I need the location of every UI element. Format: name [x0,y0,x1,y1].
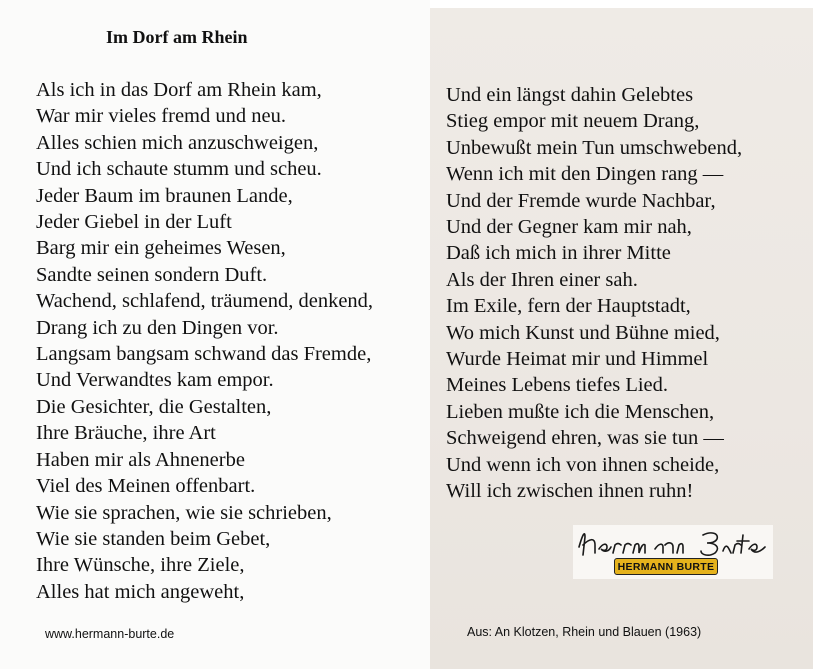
poem-line: Unbewußt mein Tun umschwebend, [446,136,743,159]
poem-line: Meines Lebens tiefes Lied. [446,374,669,397]
poem-line: Wachend, schlafend, träumend, denkend, [36,290,374,313]
poem-line: Alles schien mich anzuschweigen, [36,131,319,154]
source-citation: Aus: An Klotzen, Rhein und Blauen (1963) [467,625,702,639]
poem-line: Und ein längst dahin Gelebtes [446,84,694,106]
poem-line: Als ich in das Dorf am Rhein kam, [36,79,322,101]
website-url: www.hermann-burte.de [45,627,175,641]
poem-right-column [446,82,742,505]
poem-line: Barg mir ein geheimes Wesen, [36,237,286,260]
poem-line: Wie sie standen beim Gebet, [36,527,271,550]
poem-line: Haben mir als Ahnenerbe [36,448,245,471]
poem-line: Als der Ihren einer sah. [446,268,638,291]
poem-line: Und Verwandtes kam empor. [36,369,274,392]
poem-line: Und ich schaute stumm und scheu. [36,158,322,181]
poem-line: Langsam bangsam schwand das Fremde, [36,343,372,366]
poem-line: Wenn ich mit den Dingen rang — [446,163,724,186]
poem-line: Sandte seinen sondern Duft. [36,263,268,286]
poem-line: Ihre Bräuche, ihre Art [36,422,216,445]
name-plate: HERMANN BURTE [614,558,718,575]
poem-line: Will ich zwischen ihnen ruhn! [446,480,694,503]
poem-left-column [36,77,373,605]
poem-line: Drang ich zu den Dingen vor. [36,316,279,339]
poem-title: Im Dorf am Rhein [106,27,248,47]
poem-line: Viel des Meinen offenbart. [36,475,256,498]
poem-line: Jeder Giebel in der Luft [36,211,232,234]
poem-line: Daß ich mich in ihrer Mitte [446,242,671,265]
poem-line: Wo mich Kunst und Bühne mied, [446,321,720,344]
poem-line: Jeder Baum im braunen Lande, [36,184,293,207]
poem-line: Stieg empor mit neuem Drang, [446,110,700,133]
poem-line: Und der Gegner kam mir nah, [446,216,692,239]
poem-line: Lieben mußte ich die Menschen, [446,400,715,423]
poem-line: Im Exile, fern der Hauptstadt, [446,295,691,318]
poem-line: Und wenn ich von ihnen scheide, [446,453,720,476]
poem-line: Schweigend ehren, was sie tun — [446,427,724,450]
poem-line: War mir vieles fremd und neu. [36,105,286,128]
poem-line: Die Gesichter, die Gestalten, [36,395,272,418]
poem-line: Und der Fremde wurde Nachbar, [446,189,716,212]
poem-line: Alles hat mich angeweht, [36,580,245,603]
poem-line: Ihre Wünsche, ihre Ziele, [36,554,245,577]
poem-line: Wurde Heimat mir und Himmel [446,348,709,371]
poem-line: Wie sie sprachen, wie sie schrieben, [36,501,332,524]
